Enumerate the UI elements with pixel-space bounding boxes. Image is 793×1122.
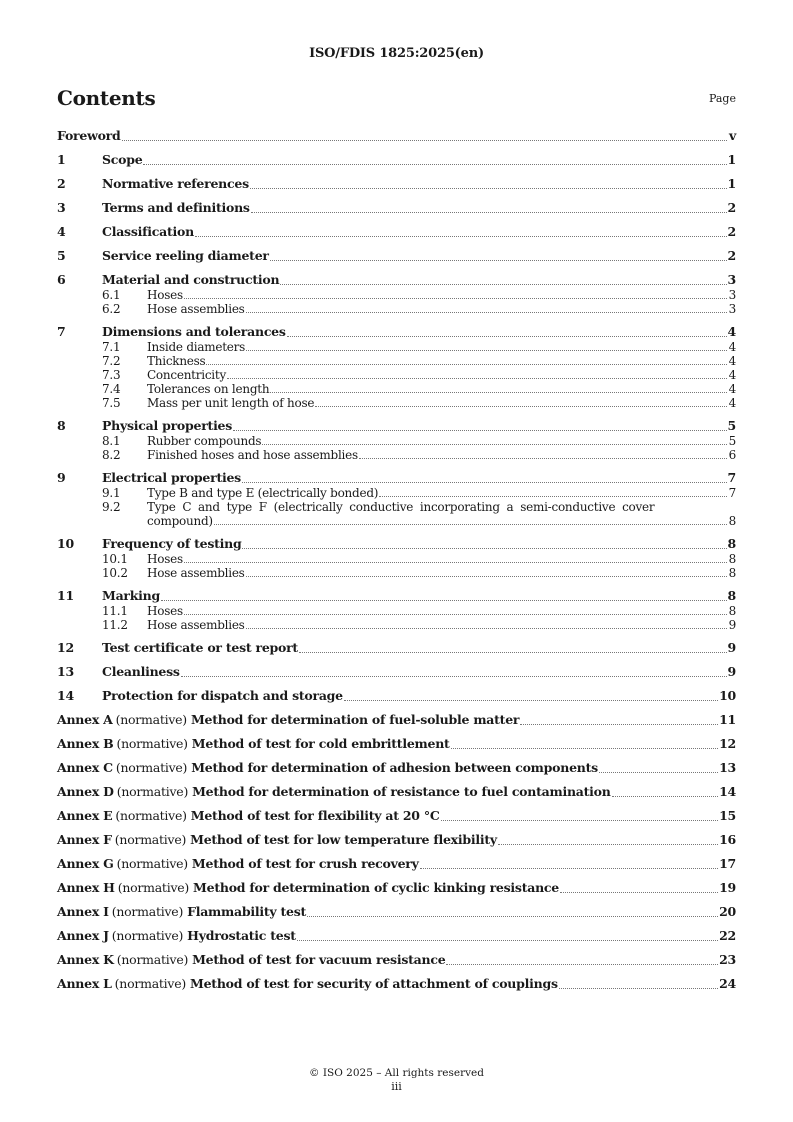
- toc-clause-number: 7: [57, 324, 66, 339]
- annex-type: (normative): [111, 904, 184, 919]
- toc-entry-page: 2: [727, 248, 736, 263]
- dot-leader: [299, 651, 727, 653]
- contents-title-row: [57, 86, 736, 112]
- toc-entry-subclause-11.2[interactable]: [57, 618, 736, 632]
- dot-leader: [143, 163, 726, 165]
- dot-leader: [242, 481, 727, 483]
- dot-leader: [184, 297, 727, 299]
- toc-subclause-number: 9.2: [102, 500, 121, 514]
- dot-leader: [344, 699, 718, 701]
- toc-entry-label: Method of test for low temperature flexibility: [190, 832, 497, 847]
- toc-entry-annex-k[interactable]: [57, 952, 736, 968]
- toc-entry-page: 2: [727, 200, 736, 215]
- table-of-contents: [57, 128, 736, 992]
- toc-entry-page: 3: [727, 272, 736, 287]
- toc-entry-label: Hoses: [147, 604, 183, 618]
- toc-entry-label: Method of test for security of attachment of couplings: [190, 976, 558, 991]
- dot-leader: [498, 843, 718, 845]
- toc-entry-page: 7: [727, 470, 736, 485]
- dot-leader: [379, 495, 727, 497]
- toc-entry-page: 7: [728, 486, 736, 500]
- toc-entry-label: Flammability test: [187, 904, 307, 919]
- dot-leader: [214, 523, 727, 525]
- toc-entry-clause-3[interactable]: [57, 200, 736, 216]
- toc-entry-page: 10: [719, 688, 736, 703]
- annex-id: Annex K: [57, 952, 114, 967]
- toc-entry-annex-i[interactable]: [57, 904, 736, 920]
- annex-type: (normative): [111, 928, 184, 943]
- toc-entry-label: Method for determination of fuel-soluble matter: [190, 712, 520, 727]
- toc-entry-clause-2[interactable]: [57, 176, 736, 192]
- annex-id: Annex A: [57, 712, 113, 727]
- annex-id: Annex B: [57, 736, 114, 751]
- toc-entry-clause-4[interactable]: [57, 224, 736, 240]
- toc-entry-label: Hose assemblies: [147, 618, 245, 632]
- toc-entry-clause-13[interactable]: [57, 664, 736, 680]
- toc-clause-number: 3: [57, 200, 66, 215]
- toc-entry-clause-6[interactable]: [57, 272, 736, 288]
- dot-leader: [246, 311, 727, 313]
- toc-entry-label: Terms and definitions: [102, 200, 250, 215]
- toc-entry-annex-d[interactable]: [57, 784, 736, 800]
- toc-entry-annex-c[interactable]: [57, 760, 736, 776]
- toc-entry-label: Method for determination of adhesion between components: [191, 760, 598, 775]
- toc-subclause-number: 11.2: [102, 618, 128, 632]
- dot-leader: [307, 915, 718, 917]
- toc-entry-label: Method for determination of resistance to fuel contamination: [192, 784, 611, 799]
- toc-entry-page: 2: [727, 224, 736, 239]
- toc-entry-page: 4: [728, 340, 736, 354]
- toc-entry-page: 9: [728, 618, 736, 632]
- toc-entry-subclause-7.5[interactable]: [57, 396, 736, 410]
- toc-entry-page: 4: [728, 382, 736, 396]
- toc-entry-label: Dimensions and tolerances: [102, 324, 286, 339]
- toc-entry-clause-14[interactable]: [57, 688, 736, 704]
- toc-clause-number: 12: [57, 640, 74, 655]
- dot-leader: [270, 259, 727, 261]
- dot-leader: [206, 363, 727, 365]
- toc-entry-label: Service reeling diameter: [102, 248, 269, 263]
- dot-leader: [560, 891, 718, 893]
- dot-leader: [612, 795, 719, 797]
- toc-entry-label: Cleanliness: [102, 664, 180, 679]
- toc-entry-subclause-6.2[interactable]: [57, 302, 736, 316]
- toc-entry-label: Hoses: [147, 552, 183, 566]
- toc-subclause-number: 7.2: [102, 354, 121, 368]
- toc-subclause-number: 7.3: [102, 368, 121, 382]
- annex-id: Annex F: [57, 832, 112, 847]
- toc-entry-annex-a[interactable]: [57, 712, 736, 728]
- toc-entry-subclause-6.1[interactable]: [57, 288, 736, 302]
- annex-id: Annex J: [57, 928, 109, 943]
- dot-leader: [246, 349, 727, 351]
- toc-entry-subclause-7.2[interactable]: [57, 354, 736, 368]
- toc-entry-annex-b[interactable]: [57, 736, 736, 752]
- annex-type: (normative): [116, 784, 189, 799]
- toc-entry-label: Finished hoses and hose assemblies: [147, 448, 358, 462]
- toc-entry-label: Normative references: [102, 176, 249, 191]
- toc-entry-annex-g[interactable]: [57, 856, 736, 872]
- toc-entry-page: 8: [727, 536, 736, 551]
- toc-entry-page: 23: [719, 952, 736, 967]
- toc-clause-number: 9: [57, 470, 66, 485]
- toc-clause-number: 10: [57, 536, 74, 551]
- toc-entry-label: Electrical properties: [102, 470, 241, 485]
- toc-subclause-number: 8.1: [102, 434, 121, 448]
- toc-entry-foreword[interactable]: [57, 128, 736, 144]
- annex-id: Annex G: [57, 856, 114, 871]
- toc-subclause-number: 8.2: [102, 448, 121, 462]
- toc-entry-page: 24: [719, 976, 736, 991]
- dot-leader: [315, 405, 727, 407]
- toc-entry-annex-l[interactable]: [57, 976, 736, 992]
- toc-entry-subclause-9.1[interactable]: [57, 486, 736, 500]
- annex-list: [57, 712, 736, 992]
- toc-entry-clause-9[interactable]: [57, 470, 736, 486]
- annex-id: Annex C: [57, 760, 113, 775]
- toc-entry-annex-h[interactable]: [57, 880, 736, 896]
- toc-entry-page: 8: [728, 566, 736, 580]
- toc-entry-subclause-8.2[interactable]: [57, 448, 736, 462]
- toc-entry-page: 5: [728, 434, 736, 448]
- document-id-header: ISO/FDIS 1825:2025(en): [309, 46, 484, 61]
- toc-entry-label: Material and construction: [102, 272, 280, 287]
- toc-subclause-number: 7.1: [102, 340, 121, 354]
- dot-leader: [246, 575, 727, 577]
- toc-entry-page: 5: [727, 418, 736, 433]
- toc-entry-label: Physical properties: [102, 418, 233, 433]
- dot-leader: [250, 187, 727, 189]
- toc-entry-label: Method of test for flexibility at 20 °C: [190, 808, 440, 823]
- annex-id: Annex I: [57, 904, 109, 919]
- annex-id: Annex H: [57, 880, 115, 895]
- toc-entry-label: Hose assemblies: [147, 566, 245, 580]
- annex-id: Annex L: [57, 976, 112, 991]
- toc-entry-page: 8: [728, 552, 736, 566]
- toc-entry-page: 4: [728, 396, 736, 410]
- toc-entry-subclause-11.1[interactable]: [57, 604, 736, 618]
- page-footer: [0, 1066, 793, 1094]
- toc-entry-label: Marking: [102, 588, 161, 603]
- annex-type: (normative): [114, 832, 187, 847]
- toc-subclause-number: 10.1: [102, 552, 128, 566]
- toc-entry-page: 14: [719, 784, 736, 799]
- dot-leader: [287, 335, 727, 337]
- dot-leader: [246, 627, 727, 629]
- toc-entry-subclause-7.3[interactable]: [57, 368, 736, 382]
- toc-entry-label: Method of test for vacuum resistance: [192, 952, 446, 967]
- dot-leader: [441, 819, 719, 821]
- toc-entry-label: Frequency of testing: [102, 536, 242, 551]
- toc-entry-label: Classification: [102, 224, 194, 239]
- annex-type: (normative): [115, 808, 187, 823]
- toc-entry-annex-j[interactable]: [57, 928, 736, 944]
- annex-type: (normative): [116, 952, 189, 967]
- toc-entry-subclause-8.1[interactable]: [57, 434, 736, 448]
- toc-entry-subclause-10.1[interactable]: [57, 552, 736, 566]
- toc-subclause-number: 7.4: [102, 382, 121, 396]
- toc-entry-page: 11: [719, 712, 736, 727]
- toc-entry-subclause-7.1[interactable]: [57, 340, 736, 354]
- toc-entry-page: 9: [727, 640, 736, 655]
- toc-entry-subclause-9.2[interactable]: [57, 500, 736, 528]
- annex-type: (normative): [115, 760, 188, 775]
- toc-entry-annex-f[interactable]: [57, 832, 736, 848]
- toc-entry-label: Tolerances on length: [147, 382, 270, 396]
- toc-entry-page: 4: [728, 368, 736, 382]
- toc-entry-subclause-10.2[interactable]: [57, 566, 736, 580]
- toc-clause-number: 11: [57, 588, 74, 603]
- dot-leader: [420, 867, 718, 869]
- toc-clause-number: 8: [57, 418, 66, 433]
- toc-entry-label: Hoses: [147, 288, 183, 302]
- toc-entry-label: Mass per unit length of hose: [147, 396, 315, 410]
- toc-entry-label: Thickness: [147, 354, 206, 368]
- dot-leader: [242, 547, 726, 549]
- toc-entry-label: Protection for dispatch and storage: [102, 688, 343, 703]
- toc-subclause-number: 6.1: [102, 288, 121, 302]
- dot-leader: [233, 429, 726, 431]
- toc-subclause-number: 10.2: [102, 566, 128, 580]
- toc-clause-number: 1: [57, 152, 66, 167]
- copyright-notice: © ISO 2025 – All rights reserved: [309, 1067, 484, 1079]
- annex-type: (normative): [117, 880, 190, 895]
- toc-entry-label-continuation: compound): [147, 514, 213, 528]
- toc-entry-label: Foreword: [57, 128, 121, 143]
- contents-title: Contents: [57, 86, 156, 110]
- toc-entry-label: Concentricity: [147, 368, 226, 382]
- toc-entry-clause-8[interactable]: [57, 418, 736, 434]
- toc-entry-label: Type C and type F (electrically conductive incorporating a semi-conductive cover: [147, 500, 655, 514]
- toc-entry-page: 1: [727, 152, 736, 167]
- toc-entry-page: 22: [719, 928, 736, 943]
- toc-entry-clause-10[interactable]: [57, 536, 736, 552]
- page-number: iii: [391, 1080, 402, 1093]
- toc-subclause-number: 7.5: [102, 396, 121, 410]
- dot-leader: [297, 939, 718, 941]
- toc-subclause-number: 11.1: [102, 604, 128, 618]
- annex-type: (normative): [114, 976, 187, 991]
- toc-entry-page: 12: [719, 736, 736, 751]
- annex-type: (normative): [116, 736, 188, 751]
- toc-entry-page: 4: [728, 354, 736, 368]
- dot-leader: [599, 771, 718, 773]
- toc-entry-page: 3: [728, 288, 736, 302]
- annex-id: Annex E: [57, 808, 113, 823]
- toc-entry-page: 13: [719, 760, 736, 775]
- dot-leader: [122, 139, 728, 141]
- toc-clause-number: 5: [57, 248, 66, 263]
- toc-entry-label: Method of test for cold embrittlement: [191, 736, 450, 751]
- toc-entry-label: Type B and type E (electrically bonded): [147, 486, 379, 500]
- toc-entry-page: 4: [727, 324, 736, 339]
- toc-entry-subclause-7.4[interactable]: [57, 382, 736, 396]
- dot-leader: [262, 443, 727, 445]
- annex-id: Annex D: [57, 784, 114, 799]
- toc-entry-label: Rubber compounds: [147, 434, 262, 448]
- toc-entry-label: Method for determination of cyclic kinking resistance: [193, 880, 559, 895]
- toc-entry-page: 1: [727, 176, 736, 191]
- toc-entry-page: 6: [728, 448, 736, 462]
- toc-entry-page: 17: [719, 856, 736, 871]
- dot-leader: [520, 723, 718, 725]
- dot-leader: [280, 283, 726, 285]
- toc-entry-label: Method of test for crush recovery: [191, 856, 419, 871]
- dot-leader: [559, 987, 718, 989]
- toc-subclause-number: 9.1: [102, 486, 121, 500]
- toc-clause-number: 2: [57, 176, 66, 191]
- toc-entry-clause-5[interactable]: [57, 248, 736, 264]
- toc-entry-label: Hose assemblies: [147, 302, 245, 316]
- toc-entry-page: 8: [728, 604, 736, 618]
- annex-type: (normative): [116, 856, 188, 871]
- toc-entry-clause-1[interactable]: [57, 152, 736, 168]
- dot-leader: [270, 391, 727, 393]
- toc-entry-page: 15: [719, 808, 736, 823]
- dot-leader: [451, 747, 719, 749]
- toc-entry-page: v: [728, 128, 736, 143]
- toc-entry-annex-e[interactable]: [57, 808, 736, 824]
- toc-entry-clause-12[interactable]: [57, 640, 736, 656]
- page-column-label: Page: [708, 92, 736, 105]
- toc-entry-page: 8: [727, 588, 736, 603]
- toc-entry-page: 9: [727, 664, 736, 679]
- toc-clause-number: 6: [57, 272, 66, 287]
- dot-leader: [181, 675, 727, 677]
- clause-list: [57, 152, 736, 704]
- dot-leader: [251, 211, 727, 213]
- dot-leader: [184, 613, 727, 615]
- dot-leader: [184, 561, 727, 563]
- toc-entry-clause-7[interactable]: [57, 324, 736, 340]
- dot-leader: [446, 963, 718, 965]
- toc-entry-page: 19: [719, 880, 736, 895]
- dot-leader: [359, 457, 727, 459]
- toc-clause-number: 4: [57, 224, 66, 239]
- toc-clause-number: 13: [57, 664, 74, 679]
- toc-entry-page: 3: [728, 302, 736, 316]
- toc-entry-clause-11[interactable]: [57, 588, 736, 604]
- toc-subclause-number: 6.2: [102, 302, 121, 316]
- toc-entry-page: 20: [719, 904, 736, 919]
- dot-leader: [161, 599, 727, 601]
- toc-entry-label: Scope: [102, 152, 143, 167]
- dot-leader: [227, 377, 727, 379]
- toc-entry-page: 8: [728, 514, 736, 528]
- toc-entry-label: Inside diameters: [147, 340, 246, 354]
- toc-entry-label: Hydrostatic test: [187, 928, 296, 943]
- toc-entry-page: 16: [719, 832, 736, 847]
- toc-entry-label: Test certificate or test report: [102, 640, 298, 655]
- annex-type: (normative): [115, 712, 187, 727]
- dot-leader: [195, 235, 727, 237]
- toc-clause-number: 14: [57, 688, 74, 703]
